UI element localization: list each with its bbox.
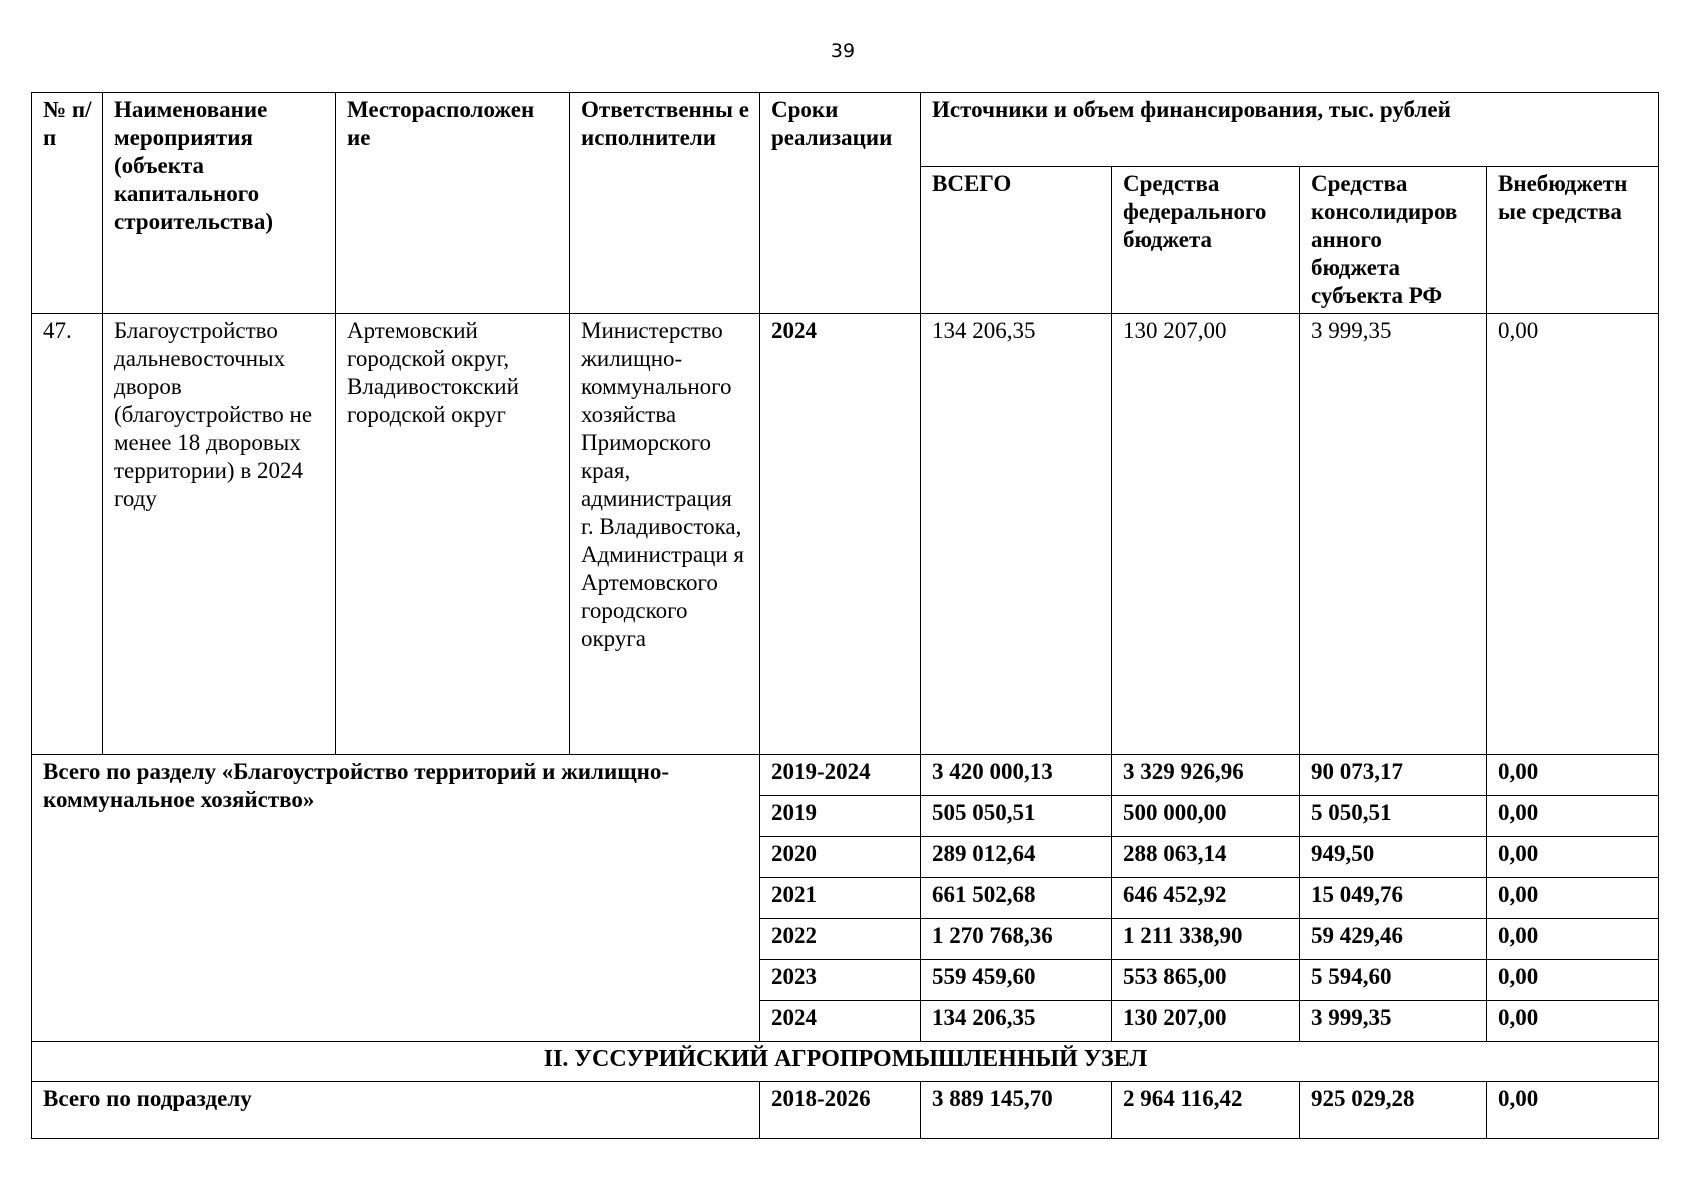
row47-federal: 130 207,00 — [1112, 314, 1300, 755]
section-total-row — [32, 755, 1659, 796]
header-responsible: Ответственны е исполнители — [570, 93, 760, 314]
year-total: 1 270 768,36 — [921, 919, 1112, 960]
subsection-total-row — [32, 1082, 1659, 1139]
section-total-label: Всего по разделу «Благоустройство территорий и жилищно-коммунальное хозяйство» — [32, 755, 760, 1042]
header-location: Месторасположен ие — [336, 93, 570, 314]
year-consolidated: 59 429,46 — [1300, 919, 1487, 960]
section-total-federal: 3 329 926,96 — [1112, 755, 1300, 796]
header-extrabudgetary: Внебюджетн ые средства — [1487, 167, 1659, 314]
year-consolidated: 15 049,76 — [1300, 878, 1487, 919]
row47-year: 2024 — [760, 314, 921, 755]
header-consolidated: Средства консолидиров анного бюджета субъекта РФ — [1300, 167, 1487, 314]
header-federal: Средства федерального бюджета — [1112, 167, 1300, 314]
year-extra: 0,00 — [1487, 878, 1659, 919]
header-row-1 — [32, 93, 1659, 167]
year-period: 2022 — [760, 919, 921, 960]
subsection-total-label: Всего по подразделу — [32, 1082, 760, 1139]
row47-responsible: Министерство жилищно-коммунального хозяйства Приморского края, администрация г. Владивостока, Администраци я Артемовского городского округа — [570, 314, 760, 755]
section-title-row — [32, 1042, 1659, 1082]
page-number: 39 — [830, 40, 856, 62]
year-extra: 0,00 — [1487, 919, 1659, 960]
year-period: 2024 — [760, 1001, 921, 1042]
section-total-extra: 0,00 — [1487, 755, 1659, 796]
section-total-period: 2019-2024 — [760, 755, 921, 796]
header-financing: Источники и объем финансирования, тыс. рублей — [921, 93, 1659, 167]
subsection-total-federal: 2 964 116,42 — [1112, 1082, 1300, 1139]
year-period: 2021 — [760, 878, 921, 919]
section-title: II. УССУРИЙСКИЙ АГРОПРОМЫШЛЕННЫЙ УЗЕЛ — [32, 1042, 1659, 1082]
year-federal: 500 000,00 — [1112, 796, 1300, 837]
row47-total: 134 206,35 — [921, 314, 1112, 755]
year-total: 559 459,60 — [921, 960, 1112, 1001]
year-federal: 1 211 338,90 — [1112, 919, 1300, 960]
section-total-sum: 3 420 000,13 — [921, 755, 1112, 796]
year-period: 2020 — [760, 837, 921, 878]
subsection-total-extra: 0,00 — [1487, 1082, 1659, 1139]
year-period: 2023 — [760, 960, 921, 1001]
year-consolidated: 5 594,60 — [1300, 960, 1487, 1001]
year-consolidated: 5 050,51 — [1300, 796, 1487, 837]
subsection-total-sum: 3 889 145,70 — [921, 1082, 1112, 1139]
year-consolidated: 3 999,35 — [1300, 1001, 1487, 1042]
year-total: 661 502,68 — [921, 878, 1112, 919]
year-total: 289 012,64 — [921, 837, 1112, 878]
row47-name: Благоустройство дальневосточных дворов (благоустройство не менее 18 дворовых территории) в 2024 году — [103, 314, 336, 755]
year-consolidated: 949,50 — [1300, 837, 1487, 878]
year-federal: 646 452,92 — [1112, 878, 1300, 919]
row47-num: 47. — [32, 314, 103, 755]
subsection-total-period: 2018-2026 — [760, 1082, 921, 1139]
row47-extra: 0,00 — [1487, 314, 1659, 755]
year-federal: 130 207,00 — [1112, 1001, 1300, 1042]
year-federal: 553 865,00 — [1112, 960, 1300, 1001]
year-period: 2019 — [760, 796, 921, 837]
header-terms: Сроки реализации — [760, 93, 921, 314]
table-row-47 — [32, 314, 1659, 755]
year-extra: 0,00 — [1487, 960, 1659, 1001]
year-extra: 0,00 — [1487, 1001, 1659, 1042]
header-name: Наименование мероприятия (объекта капитального строительства) — [103, 93, 336, 314]
year-extra: 0,00 — [1487, 796, 1659, 837]
year-federal: 288 063,14 — [1112, 837, 1300, 878]
year-total: 505 050,51 — [921, 796, 1112, 837]
subsection-total-consolidated: 925 029,28 — [1300, 1082, 1487, 1139]
row47-location: Артемовский городской округ, Владивостокский городской округ — [336, 314, 570, 755]
section-total-consolidated: 90 073,17 — [1300, 755, 1487, 796]
header-num: № п/п — [32, 93, 103, 314]
year-extra: 0,00 — [1487, 837, 1659, 878]
row47-consolidated: 3 999,35 — [1300, 314, 1487, 755]
header-total: ВСЕГО — [921, 167, 1112, 314]
year-total: 134 206,35 — [921, 1001, 1112, 1042]
financing-table — [31, 92, 1659, 1139]
